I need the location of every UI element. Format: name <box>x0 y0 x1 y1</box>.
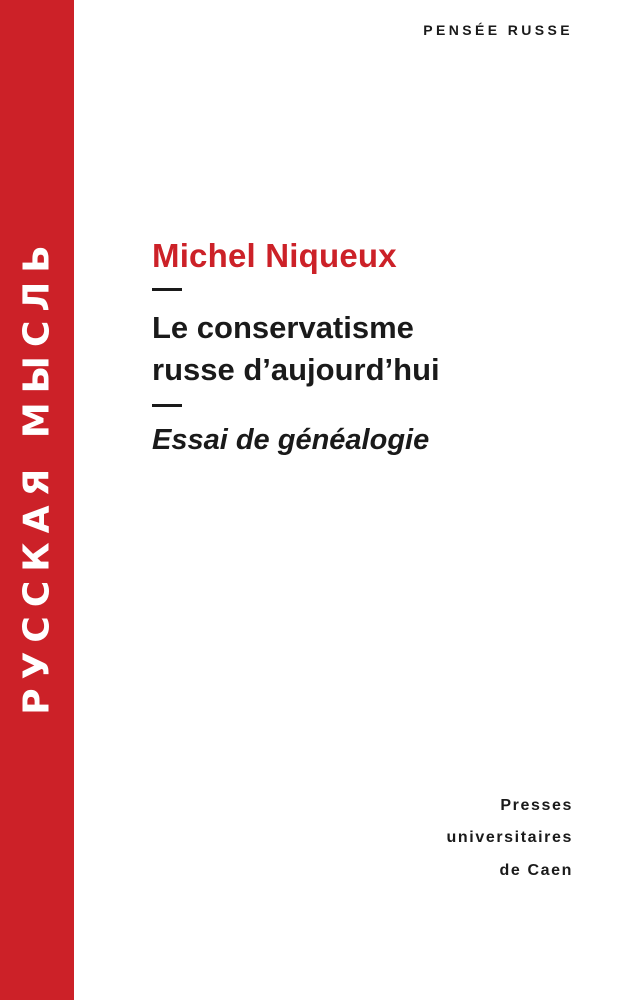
publisher-line-2: universitaires <box>446 829 573 847</box>
publisher-block <box>447 790 573 888</box>
book-title-line-1: Le conservatisme <box>152 310 414 346</box>
author-name: Michel Niqueux <box>152 237 397 274</box>
publisher-line-1: Presses <box>500 796 573 814</box>
book-title-line-2: russe d’aujourd’hui <box>152 351 440 387</box>
book-subtitle: Essai de généalogie <box>152 423 430 456</box>
spine-series-title <box>0 0 74 1000</box>
series-label: PENSÉE RUSSE <box>423 22 573 38</box>
rule-dash-bottom <box>152 404 182 407</box>
book-title <box>152 307 572 389</box>
rule-dash-top <box>152 288 182 291</box>
publisher-line-3: de Caen <box>499 862 573 880</box>
title-block <box>152 238 572 458</box>
spine-divider <box>74 0 78 1000</box>
spine-series-title-text: РУССКАЯ МЫСЛЬ <box>16 236 58 715</box>
